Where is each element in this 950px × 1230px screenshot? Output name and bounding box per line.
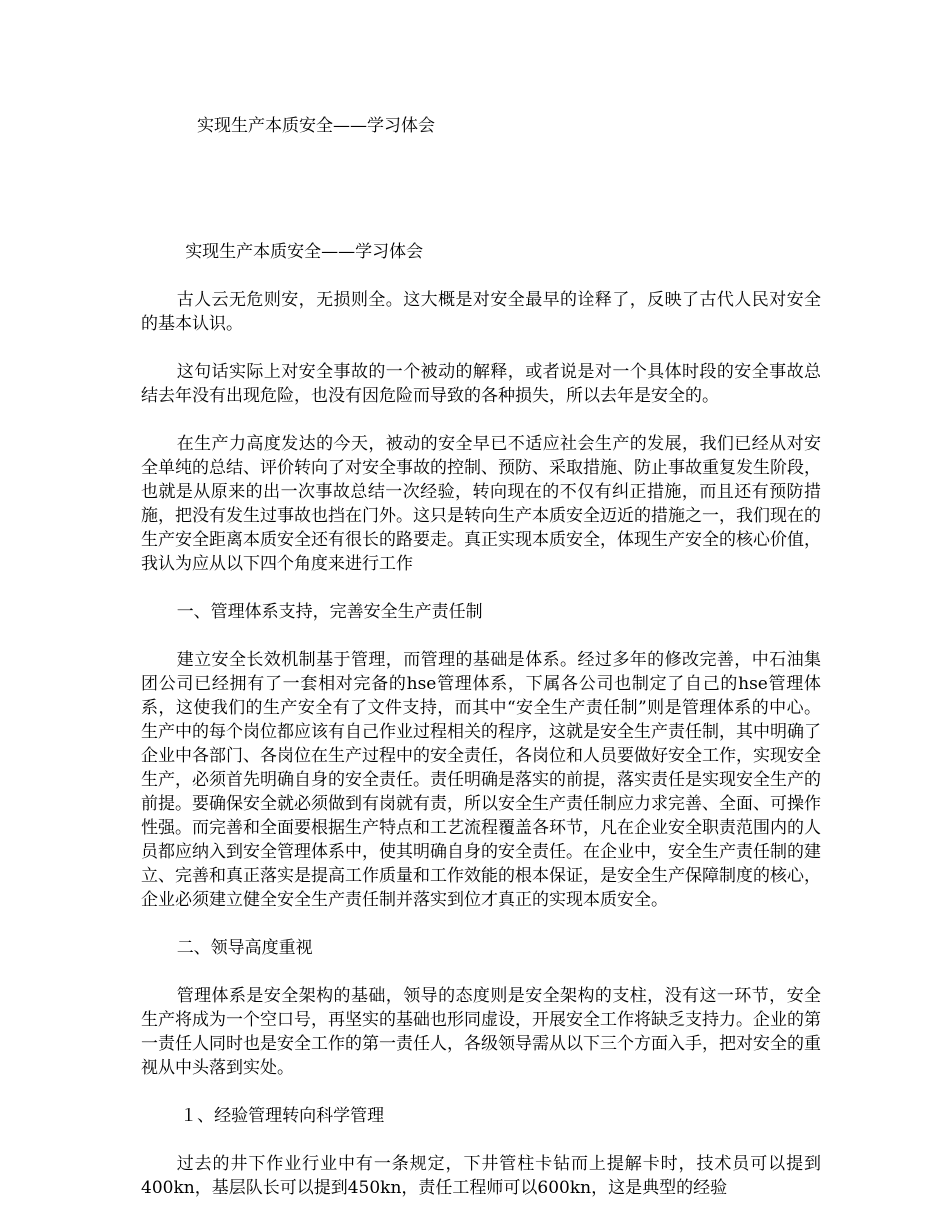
- paragraph: 这句话实际上对安全事故的一个被动的解释，或者说是对一个具体时段的安全事故总结去年没有出现危险，也没有因危险而导致的各种损失，所以去年是安全的。: [141, 362, 821, 406]
- paragraph: 建立安全长效机制基于管理，而管理的基础是体系。经过多年的修改完善，中石油集团公司已经拥有了一套相对完备的hse管理体系，下属各公司也制定了自己的hse管理体系，这使我们的生产安全有了文件支持，而其中“安全生产责任制”则是管理体系的中心。生产中的每个岗位都应该有自己作业过程相关的程序，这就是安全生产责任制，其中明确了企业中各部门、各岗位在生产过程中的安全责任，各岗位和人员要做好安全工作，实现安全生产，必须首先明确自身的安全责任。责任明确是落实的前提，落实责任是实现安全生产的前提。要确保安全就必须做到有岗就有责，所以安全生产责任制应力求完善、全面、可操作性强。而完善和全面要根据生产特点和工艺流程覆盖各环节，凡在企业安全职责范围内的人员都应纳入到安全管理体系中，使其明确自身的安全责任。在企业中，安全生产责任制的建立、完善和真正落实是提高工作质量和工作效能的根本保证，是安全生产保障制度的核心，企业必须建立健全安全生产责任制并落实到位才真正的实现本质安全。: [141, 650, 821, 910]
- document-header-title: 实现生产本质安全——学习体会: [197, 116, 435, 136]
- section-heading: 二、领导高度重视: [176, 938, 313, 958]
- document-subtitle: 实现生产本质安全——学习体会: [185, 242, 424, 262]
- paragraph: 管理体系是安全架构的基础，领导的态度则是安全架构的支柱，没有这一环节，安全生产将成为一个空口号，再坚实的基础也形同虚设，开展安全工作将缺乏支持力。企业的第一责任人同时也是安全工作的第一责任人，各级领导需从以下三个方面入手，把对安全的重视从中头落到实处。: [141, 986, 821, 1078]
- subsection-heading: １、经验管理转向科学管理: [180, 1106, 385, 1126]
- section-heading: 一、管理体系支持，完善安全生产责任制: [176, 602, 483, 622]
- paragraph: 在生产力高度发达的今天，被动的安全早已不适应社会生产的发展，我们已经从对安全单纯的总结、评价转向了对安全事故的控制、预防、采取措施、防止事故重复发生阶段，也就是从原来的出一次事故总结一次经验，转向现在的不仅有纠正措施，而且还有预防措施，把没有发生过事故也挡在门外。这只是转向生产本质安全迈近的措施之一，我们现在的生产安全距离本质安全还有很长的路要走。真正实现本质安全，体现生产安全的核心价值，我认为应从以下四个角度来进行工作: [141, 434, 821, 574]
- paragraph: 过去的井下作业行业中有一条规定，下井管柱卡钻而上提解卡时，技术员可以提到400kn，基层队长可以提到450kn，责任工程师可以600kn，这是典型的经验: [141, 1154, 821, 1198]
- document-body: [141, 240, 821, 1224]
- paragraph: 古人云无危则安，无损则全。这大概是对安全最早的诠释了，反映了古代人民对安全的基本认识。: [141, 290, 821, 334]
